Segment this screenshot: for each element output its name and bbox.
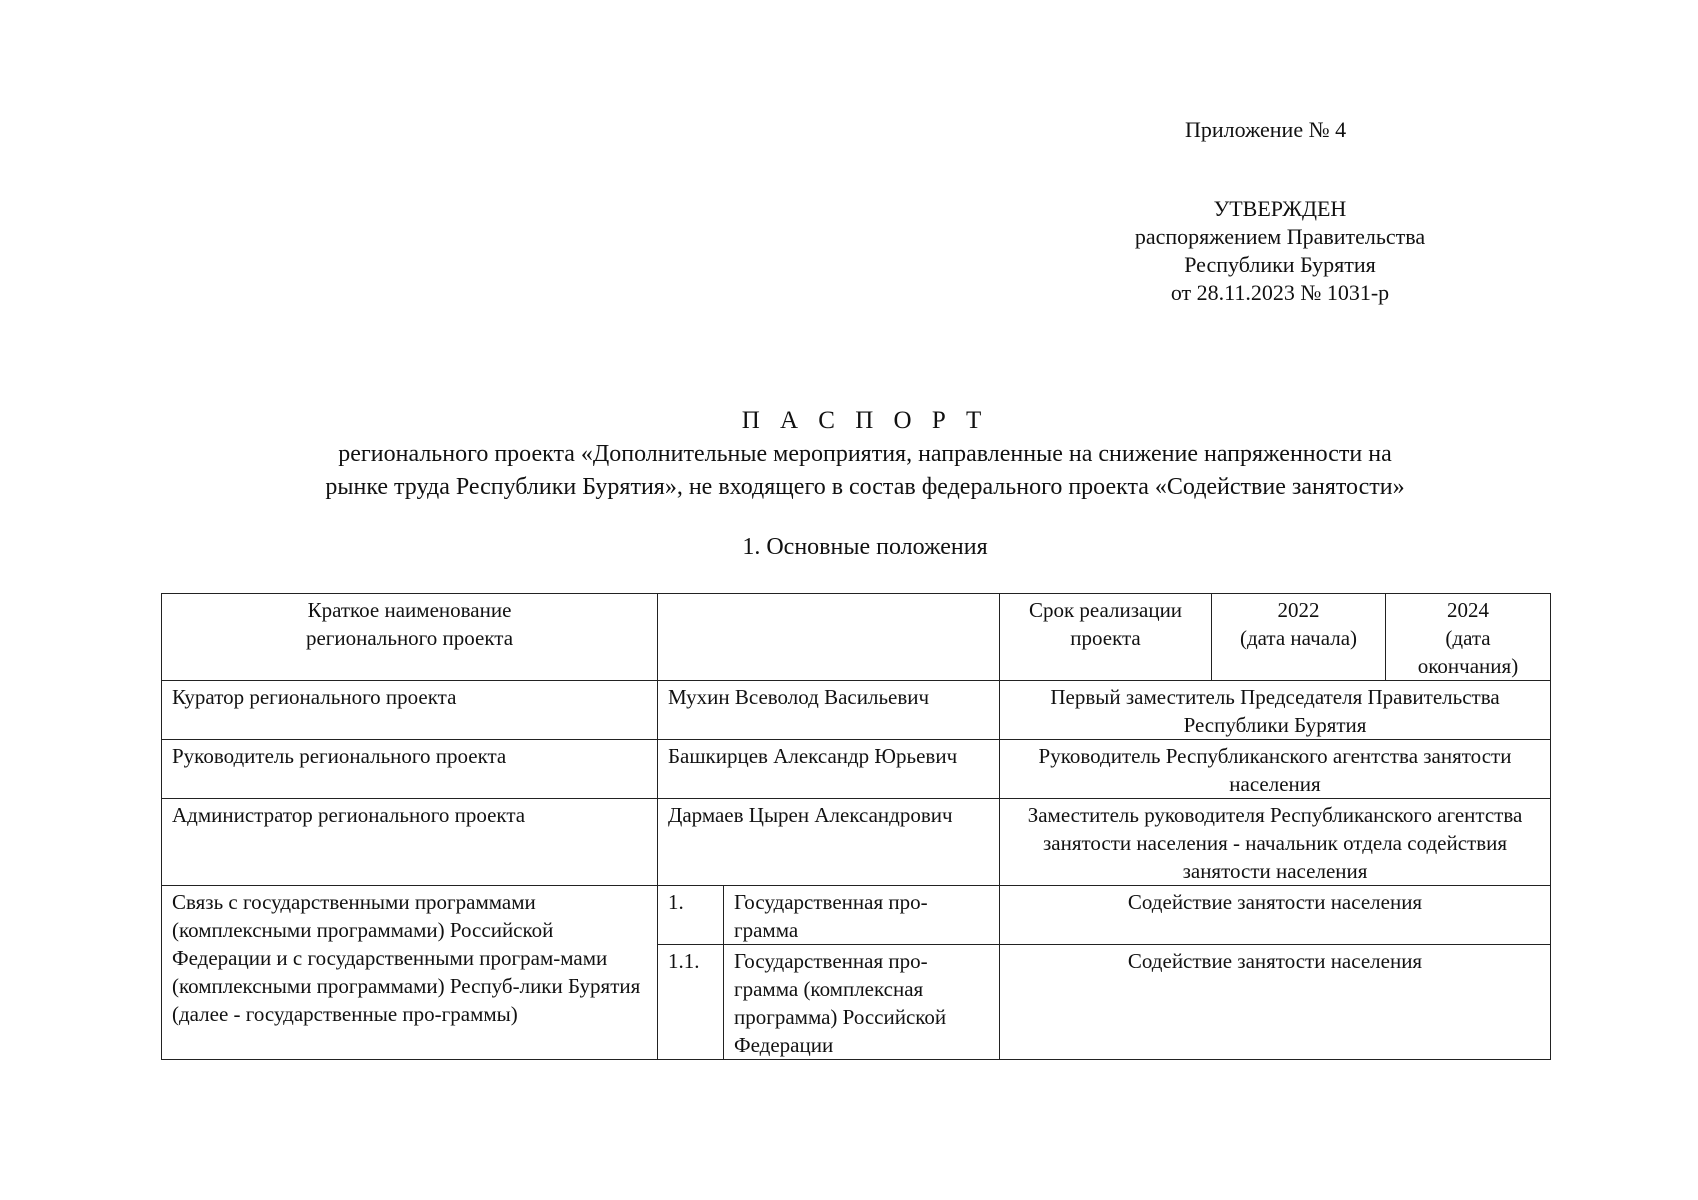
leader-position: Руководитель Республиканского агентства занятости населения [1000, 740, 1551, 799]
programs-link-label: Связь с государственными программами (комплексными программами) Российской Федерации и с государственными програм-мами (комплексными программами) Респуб-лики Бурятия (далее - государственные про-граммы) [162, 886, 658, 1060]
administrator-label: Администратор регионального проекта [162, 799, 658, 886]
document-subtitle [200, 438, 1530, 504]
project-passport-table [161, 593, 1551, 1060]
approval-line-1: УТВЕРЖДЕН [1213, 196, 1347, 221]
curator-position: Первый заместитель Председателя Правительства Республики Бурятия [1000, 681, 1551, 740]
project-name-label: Краткое наименование регионального проекта [162, 594, 658, 681]
subprogram-number: 1.1. [658, 945, 724, 1060]
end-date: 2024 (дата окончания) [1386, 594, 1551, 681]
program-number: 1. [658, 886, 724, 945]
appendix-number: Приложение № 4 [1185, 117, 1347, 142]
section-heading: 1. Основные положения [742, 534, 988, 560]
table-row [162, 740, 1551, 799]
subprogram-type: Государственная про-грамма (комплексная программа) Российской Федерации [724, 945, 1000, 1060]
table-row [162, 681, 1551, 740]
leader-name: Башкирцев Александр Юрьевич [658, 740, 1000, 799]
approval-stamp [1090, 195, 1470, 307]
leader-label: Руководитель регионального проекта [162, 740, 658, 799]
subtitle-line-1: регионального проекта «Дополнительные мероприятия, направленные на снижение напряженности на [338, 441, 1392, 467]
approval-line-3: Республики Бурятия [1184, 252, 1376, 277]
project-name-value [658, 594, 1000, 681]
document-title: П А С П О Р Т [741, 407, 989, 434]
subprogram-name: Содействие занятости населения [1000, 945, 1551, 1060]
table-row [162, 799, 1551, 886]
administrator-name: Дармаев Цырен Александрович [658, 799, 1000, 886]
table-row [162, 886, 1551, 945]
subtitle-line-2: рынке труда Республики Бурятия», не входящего в состав федерального проекта «Содействие занятости» [325, 474, 1405, 500]
approval-line-2: распоряжением Правительства [1134, 224, 1426, 249]
administrator-position: Заместитель руководителя Республиканского агентства занятости населения - начальник отдела содействия занятости населения [1000, 799, 1551, 886]
approval-line-4: от 28.11.2023 № 1031-р [1170, 280, 1390, 305]
period-label: Срок реализации проекта [1000, 594, 1212, 681]
curator-name: Мухин Всеволод Васильевич [658, 681, 1000, 740]
table-row [162, 594, 1551, 681]
curator-label: Куратор регионального проекта [162, 681, 658, 740]
program-type: Государственная про-грамма [724, 886, 1000, 945]
start-date: 2022 (дата начала) [1212, 594, 1386, 681]
program-name: Содействие занятости населения [1000, 886, 1551, 945]
